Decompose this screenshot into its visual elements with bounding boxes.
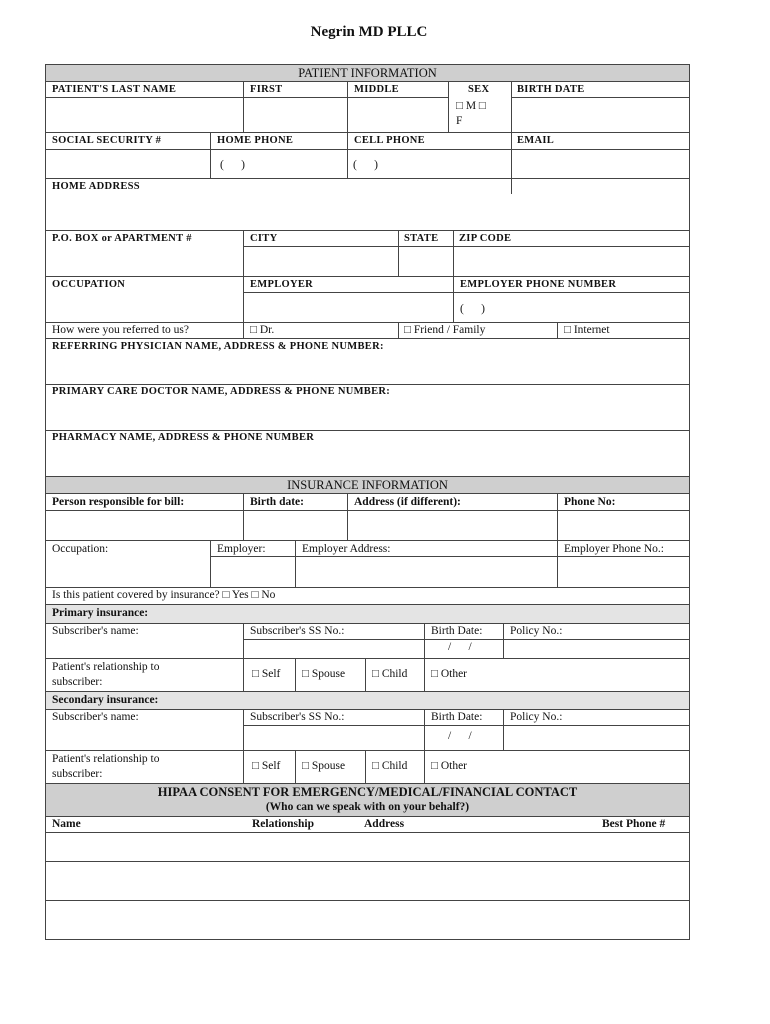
referring-physician-field[interactable] xyxy=(46,354,689,384)
email-label: EMAIL xyxy=(517,135,555,146)
hipaa-contact-row-2[interactable] xyxy=(46,862,689,900)
middle-name-label: MIDDLE xyxy=(354,84,399,95)
pharmacy-label: PHARMACY NAME, ADDRESS & PHONE NUMBER xyxy=(52,432,315,443)
employer-label: EMPLOYER xyxy=(250,279,314,290)
birth-date-label: BIRTH DATE xyxy=(517,84,585,95)
page-title: Negrin MD PLLC xyxy=(310,24,428,40)
primary-subscriber-name-label: Subscriber's name: xyxy=(52,625,139,637)
ins-employer-phone-field[interactable] xyxy=(557,557,689,587)
birth-date-field[interactable] xyxy=(511,98,689,132)
city-label: CITY xyxy=(250,233,278,244)
email-field[interactable] xyxy=(511,150,689,178)
cell-phone-field[interactable]: ( ) xyxy=(353,159,378,171)
employer-phone-field[interactable]: ( ) xyxy=(460,303,485,315)
secondary-subscriber-name-label: Subscriber's name: xyxy=(52,711,139,723)
primary-relationship-label: Patient's relationship to xyxy=(52,661,160,673)
referred-dr-checkbox[interactable]: □ Dr. xyxy=(250,324,275,336)
hipaa-section-title: HIPAA CONSENT FOR EMERGENCY/MEDICAL/FINANCIAL CONTACT xyxy=(157,785,578,799)
state-label: STATE xyxy=(404,233,439,244)
pharmacy-field[interactable] xyxy=(46,445,689,476)
primary-relationship-label-2: subscriber: xyxy=(52,676,103,688)
secondary-policy-field[interactable] xyxy=(503,726,689,750)
referring-physician-label: REFERRING PHYSICIAN NAME, ADDRESS & PHONE NUMBER: xyxy=(52,341,384,352)
secondary-other-checkbox[interactable]: □ Other xyxy=(431,760,468,772)
secondary-birth-date-field[interactable]: / / xyxy=(448,730,472,742)
resp-phone-field[interactable] xyxy=(557,511,689,540)
home-address-field[interactable] xyxy=(46,193,689,230)
ssn-label: SOCIAL SECURITY # xyxy=(52,135,162,146)
hipaa-relationship-header: Relationship xyxy=(252,818,314,830)
hipaa-contact-row-3[interactable] xyxy=(46,901,689,939)
zip-code-field[interactable] xyxy=(453,247,689,276)
primary-subscriber-name-field[interactable] xyxy=(46,640,243,658)
ins-employer-phone-label: Employer Phone No.: xyxy=(564,543,664,555)
primary-birth-date-label: Birth Date: xyxy=(431,625,483,637)
secondary-relationship-label: Patient's relationship to xyxy=(52,753,160,765)
first-name-field[interactable] xyxy=(243,98,347,132)
secondary-relationship-label-2: subscriber: xyxy=(52,768,103,780)
primary-birth-date-field[interactable]: / / xyxy=(448,641,472,653)
intake-form xyxy=(45,64,690,940)
secondary-self-checkbox[interactable]: □ Self xyxy=(252,760,281,772)
resp-birth-date-field[interactable] xyxy=(243,511,347,540)
primary-self-checkbox[interactable]: □ Self xyxy=(252,668,281,680)
responsible-label: Person responsible for bill: xyxy=(52,496,185,508)
employer-phone-label: EMPLOYER PHONE NUMBER xyxy=(460,279,617,290)
cell-phone-label: CELL PHONE xyxy=(354,135,425,146)
hipaa-section-subtitle: (Who can we speak with on your behalf?) xyxy=(265,801,470,813)
last-name-label: PATIENT'S LAST NAME xyxy=(52,84,177,95)
ins-employer-label: Employer: xyxy=(217,543,266,555)
primary-subscriber-ssn-label: Subscriber's SS No.: xyxy=(250,625,345,637)
hipaa-contact-row-1[interactable] xyxy=(46,833,689,861)
resp-address-field[interactable] xyxy=(347,511,557,540)
hipaa-address-header: Address xyxy=(364,818,405,830)
primary-care-field[interactable] xyxy=(46,399,689,430)
state-field[interactable] xyxy=(398,247,453,276)
primary-spouse-checkbox[interactable]: □ Spouse xyxy=(302,668,346,680)
primary-care-label: PRIMARY CARE DOCTOR NAME, ADDRESS & PHONE NUMBER: xyxy=(52,386,391,397)
referred-friend-checkbox[interactable]: □ Friend / Family xyxy=(404,324,486,336)
home-address-label: HOME ADDRESS xyxy=(52,181,140,192)
first-name-label: FIRST xyxy=(250,84,283,95)
secondary-insurance-heading: Secondary insurance: xyxy=(52,694,159,706)
city-field[interactable] xyxy=(243,247,398,276)
primary-policy-field[interactable] xyxy=(503,640,689,658)
middle-name-field[interactable] xyxy=(347,98,448,132)
secondary-subscriber-ssn-field[interactable] xyxy=(243,726,424,750)
primary-policy-label: Policy No.: xyxy=(510,625,563,637)
secondary-child-checkbox[interactable]: □ Child xyxy=(372,760,408,772)
ins-employer-field[interactable] xyxy=(210,557,295,587)
primary-other-checkbox[interactable]: □ Other xyxy=(431,668,468,680)
ins-employer-address-field[interactable] xyxy=(295,557,557,587)
resp-address-label: Address (if different): xyxy=(354,496,461,508)
covered-question[interactable]: Is this patient covered by insurance? □ Yes □ No xyxy=(52,589,276,601)
po-box-field[interactable] xyxy=(46,247,243,276)
patient-section-title: PATIENT INFORMATION xyxy=(298,66,437,80)
sex-label: SEX xyxy=(468,84,490,95)
sex-f-checkbox[interactable]: F xyxy=(456,115,463,127)
resp-birth-date-label: Birth date: xyxy=(250,496,304,508)
responsible-field[interactable] xyxy=(46,511,243,540)
secondary-subscriber-name-field[interactable] xyxy=(46,726,243,750)
employer-field[interactable] xyxy=(243,293,453,322)
referred-question: How were you referred to us? xyxy=(52,324,189,336)
hipaa-name-header: Name xyxy=(52,818,81,830)
secondary-policy-label: Policy No.: xyxy=(510,711,563,723)
po-box-label: P.O. BOX or APARTMENT # xyxy=(52,233,192,244)
ins-occupation-field[interactable] xyxy=(46,557,210,587)
home-phone-label: HOME PHONE xyxy=(217,135,294,146)
resp-phone-label: Phone No: xyxy=(564,496,616,508)
referred-internet-checkbox[interactable]: □ Internet xyxy=(564,324,610,336)
ssn-field[interactable] xyxy=(46,150,210,178)
sex-m-checkbox[interactable]: □ M □ xyxy=(456,100,486,112)
zip-code-label: ZIP CODE xyxy=(459,233,512,244)
primary-insurance-heading: Primary insurance: xyxy=(52,607,149,619)
ins-occupation-label: Occupation: xyxy=(52,543,109,555)
primary-subscriber-ssn-field[interactable] xyxy=(243,640,424,658)
insurance-section-title: INSURANCE INFORMATION xyxy=(287,478,448,492)
occupation-label: OCCUPATION xyxy=(52,279,126,290)
secondary-spouse-checkbox[interactable]: □ Spouse xyxy=(302,760,346,772)
secondary-subscriber-ssn-label: Subscriber's SS No.: xyxy=(250,711,345,723)
hipaa-best-phone-header: Best Phone # xyxy=(602,818,666,830)
last-name-field[interactable] xyxy=(46,98,243,132)
primary-child-checkbox[interactable]: □ Child xyxy=(372,668,408,680)
occupation-field[interactable] xyxy=(46,293,243,322)
home-phone-field[interactable]: ( ) xyxy=(220,159,245,171)
ins-employer-address-label: Employer Address: xyxy=(302,543,391,555)
secondary-birth-date-label: Birth Date: xyxy=(431,711,483,723)
